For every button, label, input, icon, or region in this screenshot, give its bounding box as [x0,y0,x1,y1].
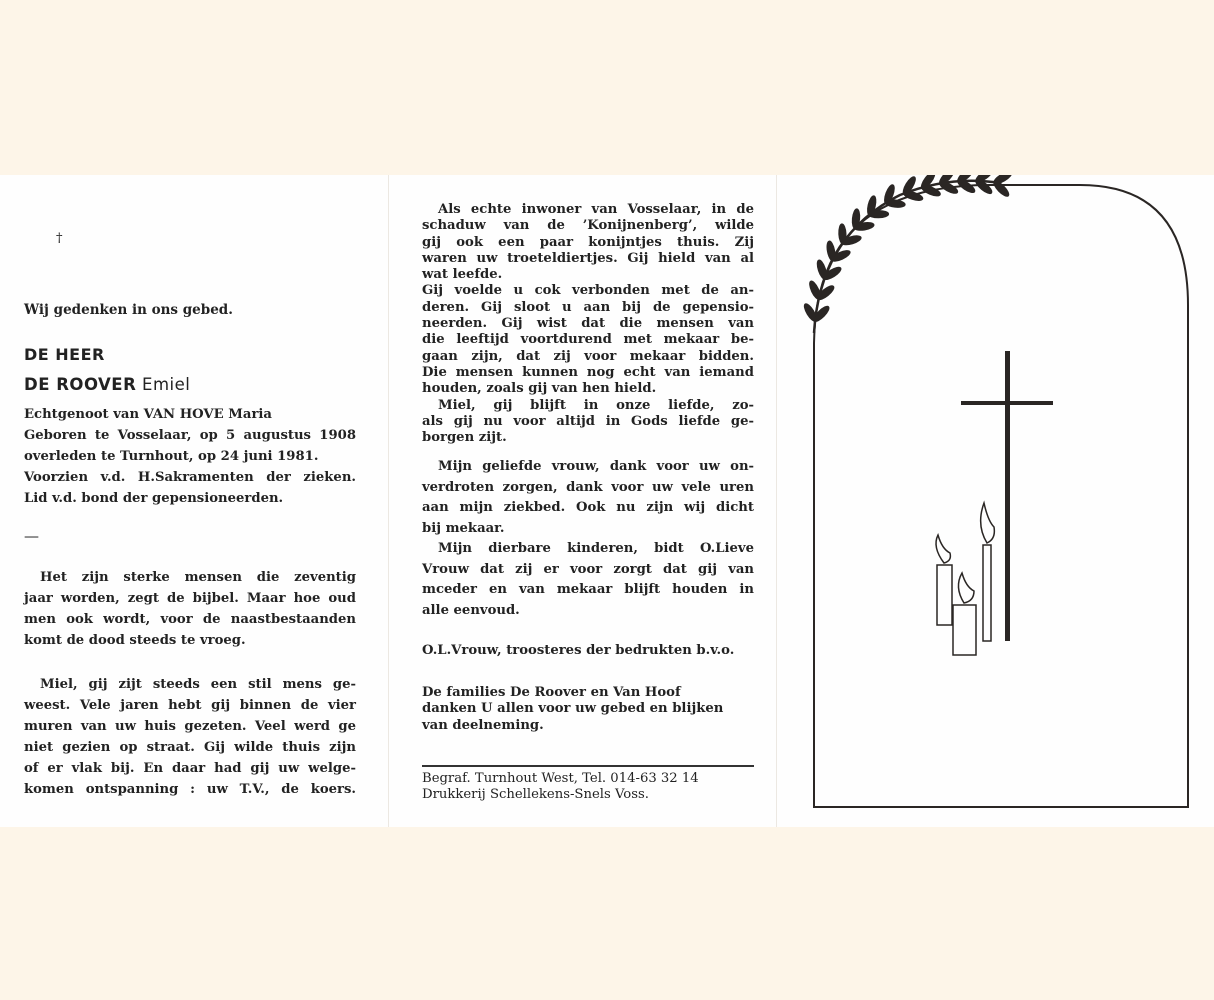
memorial-card [0,175,1214,827]
text-line: Het zijn sterke mensen die zeventig [40,570,356,585]
deceased-name [24,375,190,394]
text-line: alle eenvoud. [422,602,520,618]
candles-icon [936,503,994,655]
text-line: houden, zoals gij van hen hield. [422,381,657,397]
paragraph-children [422,541,754,623]
text-line: muren van uw huis gezeten. Veel werd ge [24,719,356,734]
text-line: Die mensen kunnen nog echt van iemand [422,364,754,380]
left-panel [24,175,356,827]
text-line: Mijn geliefde vrouw, dank voor uw on- [438,459,754,474]
paragraph-wife [422,459,754,541]
text-line: aan mijn ziekbed. Ook nu zijn wij dicht [422,500,754,515]
text-line: bij mekaar. [422,520,505,536]
paragraph-vosselaar [422,202,754,446]
greeting: Wij gedenken in ons gebed. [24,302,233,318]
printer-footer [422,771,754,804]
illustration-svg [790,175,1214,827]
detail-line: Geboren te Vosselaar, op 5 augustus 1908 [24,428,356,443]
text-line: komt de dood steeds te vroeg. [24,633,246,648]
footer-rule [422,765,754,767]
deceased-surname: DE ROOVER [24,375,137,394]
text-line: Gij voelde u cok verbonden met de an- [422,283,754,299]
text-line: gij ook een paar konijntjes thuis. Zij [422,234,754,250]
text-line: Mijn dierbare kinderen, bidt O.Lieve [438,541,754,556]
text-line: Miel, gij zijt steeds een stil mens ge- [40,677,356,692]
detail-line: overleden te Turnhout, op 24 juni 1981. [24,449,319,464]
text-line: schaduw van de ’Konijnenberg’, wilde [422,218,754,234]
text-line: danken U allen voor uw gebed en blijken [422,701,724,717]
text-line: Drukkerij Schellekens-Snels Voss. [422,787,649,803]
closing-prayer: O.L.Vrouw, troosteres der bedrukten b.v.o. [422,643,735,658]
text-line: mceder en van mekaar blijft houden in [422,582,754,597]
text-line: of er vlak bij. En daar had gij uw welge- [24,761,356,776]
text-line: als gij nu voor altijd in Gods liefde ge- [422,413,754,429]
text-line: komen ontspanning : uw T.V., de koers. [24,782,356,797]
laurel-branch-icon [802,175,1013,333]
text-line: Als echte inwoner van Vosselaar, in de [438,202,754,217]
text-line: neerden. Gij wist dat die mensen van [422,316,754,332]
arch-frame-icon [814,185,1188,807]
detail-line: Lid v.d. bond der gepensioneerden. [24,491,284,506]
text-line: borgen zijt. [422,430,507,446]
laurel-leaf [869,210,889,218]
text-line: Begraf. Turnhout West, Tel. 014-63 32 14 [422,771,699,786]
deceased-firstname: Emiel [142,375,191,394]
title-de-heer: DE HEER [24,345,105,364]
text-line: weest. Vele jaren hebt gij binnen de vier [24,698,356,713]
card-fold-line [776,175,777,827]
text-line: die leeftijd voortdurend met mekaar be- [422,332,754,348]
text-line: gaan zijn, dat zij voor mekaar bidden. [422,348,754,364]
middle-panel [422,175,754,827]
text-line: deren. Gij sloot u aan bij de gepensio- [422,299,754,315]
small-cross-symbol: † [56,231,63,246]
text-line: wat leefde. [422,267,503,283]
text-line: Miel, gij blijft in onze liefde, zo- [438,397,754,413]
detail-line: Echtgenoot van VAN HOVE Maria [24,407,272,422]
text-line: men ook wordt, voor de naastbestaanden [24,612,356,627]
text-line: niet gezien op straat. Gij wilde thuis zijn [24,740,356,755]
card-fold-line [388,175,389,827]
laurel-leaf [885,199,906,208]
text-line: van deelneming. [422,717,544,733]
biographical-details [24,407,356,512]
paragraph-quiet-man [24,677,356,803]
paragraph-seventy-years [24,570,356,654]
text-line: verdroten zorgen, dank voor uw vele uren [422,479,754,495]
text-line: jaar worden, zegt de bijbel. Maar hoe oud [24,591,356,606]
separator-dash: — [24,527,39,545]
family-thanks [422,685,754,734]
text-line: De families De Roover en Van Hoof [422,685,681,700]
right-panel-illustration [790,175,1214,827]
text-line: waren uw troeteldiertjes. Gij hield van al [422,250,754,266]
cross-icon [961,351,1053,641]
detail-line: Voorzien v.d. H.Sakramenten der zieken. [24,470,356,485]
text-line: Vrouw dat zij er voor zorgt dat gij van [422,561,754,577]
